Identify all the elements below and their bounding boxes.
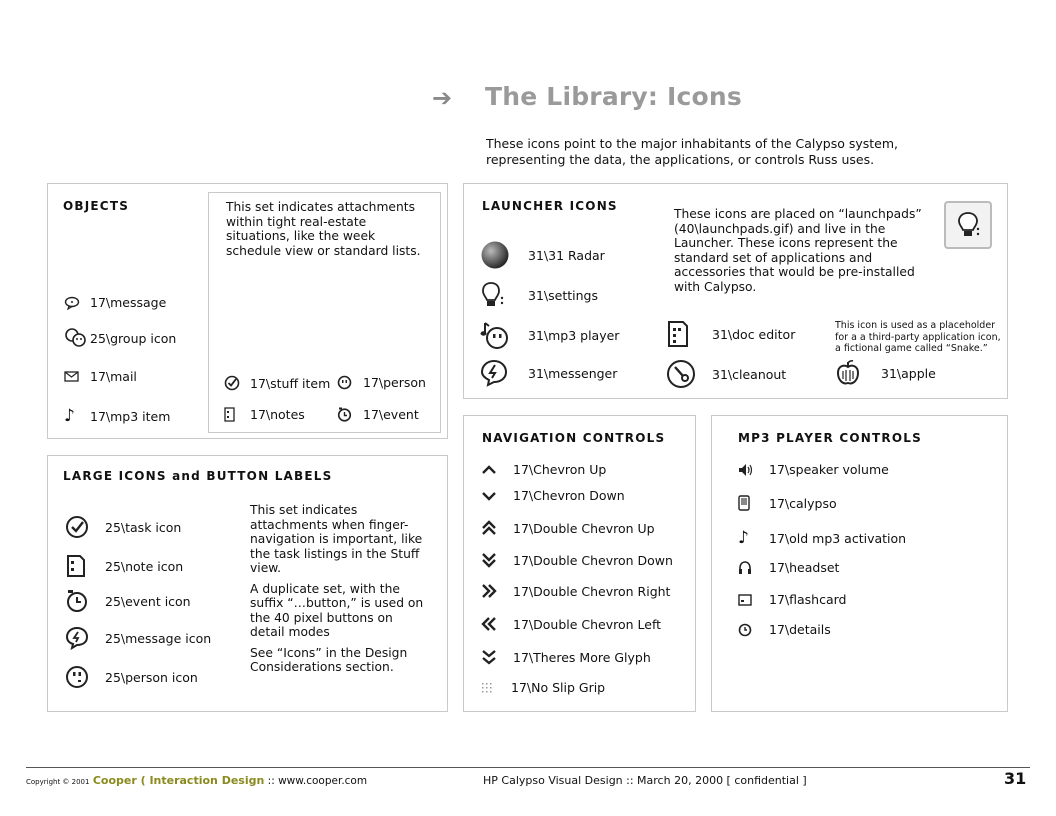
list-item (835, 359, 936, 387)
item-label: 31\cleanout (712, 366, 787, 382)
navigation-heading: NAVIGATION CONTROLS (482, 431, 666, 445)
item-label: 25\group icon (90, 330, 177, 346)
list-item (65, 589, 191, 613)
messenger-icon (480, 359, 528, 387)
navigation-panel (463, 415, 696, 712)
speaker-volume-icon (738, 463, 769, 477)
apple-note: This icon is used as a placeholder for a a third-party application icon, a fictional game called “Snake.” (835, 320, 1001, 354)
list-item (480, 281, 598, 309)
item-label: 25\note icon (105, 558, 184, 574)
list-item (738, 528, 906, 548)
launcher-description: These icons are placed on “launchpads” (40\launchpads.gif) and live in the Launcher. These icons represent the standard set of applications and accessories that would be pre-installed with Calypso. (674, 207, 922, 294)
list-item (481, 680, 605, 695)
item-label: 17\Double Chevron Left (513, 616, 662, 632)
list-item (481, 616, 661, 632)
desc-paragraph: A duplicate set, with the suffix “…button,” is used on the 40 pixel buttons on detail modes (250, 581, 424, 639)
list-item (65, 626, 211, 650)
footer-center: HP Calypso Visual Design :: March 20, 2000 [ confidential ] (483, 774, 807, 787)
item-label: 17\No Slip Grip (511, 680, 606, 695)
list-item (224, 407, 305, 422)
item-label: 17\person (363, 375, 426, 390)
mp3-heading: MP3 PLAYER CONTROLS (738, 431, 922, 445)
item-label: 17\Chevron Down (513, 488, 625, 503)
double-chevron-down-icon (481, 552, 513, 568)
item-label: 25\person icon (105, 669, 198, 685)
clock-icon (337, 407, 363, 422)
list-item (738, 560, 839, 575)
message-icon (65, 626, 105, 650)
item-label: 31\settings (528, 287, 598, 303)
radar-icon (480, 240, 528, 270)
intro-text: These icons point to the major inhabitants of the Calypso system, representing the data, the applications, or controls Russ uses. (486, 136, 899, 167)
list-item (666, 359, 786, 389)
group-icon (64, 327, 90, 349)
page-number: 31 (1004, 769, 1027, 788)
desc-paragraph: This set indicates attachments when finger-navigation is important, like the task listings in the Stuff view. (250, 503, 423, 575)
person-icon (65, 665, 105, 689)
mp3-player-icon (480, 320, 528, 350)
large-icons-heading: LARGE ICONS and BUTTON LABELS (63, 469, 333, 483)
copyright: Copyright © 2001 (26, 778, 90, 786)
list-item (224, 375, 330, 391)
list-item (481, 649, 651, 665)
double-chevron-left-icon (481, 616, 513, 632)
music-note-icon: ♪ (64, 406, 75, 426)
item-label: 17\details (769, 622, 831, 637)
large-icons-panel (47, 455, 448, 712)
item-label: 17\old mp3 activation (769, 530, 907, 546)
item-label: 31\mp3 player (528, 327, 620, 343)
company-site: :: www.cooper.com (267, 775, 368, 787)
flashcard-icon (738, 594, 769, 606)
list-item (738, 622, 831, 637)
list-item (480, 240, 605, 270)
item-label: 17\headset (769, 560, 840, 575)
task-icon (65, 515, 105, 539)
item-label: 17\Double Chevron Up (513, 520, 655, 536)
note-icon (65, 554, 105, 578)
music-note-icon: ♪ (738, 528, 749, 548)
list-item (65, 554, 183, 578)
page-title: The Library: Icons (485, 82, 743, 111)
item-label: 17\event (363, 407, 419, 422)
mail-icon (64, 371, 90, 383)
list-item (64, 369, 137, 384)
list-item (480, 359, 617, 387)
footer-left (26, 774, 367, 787)
list-item (65, 665, 198, 689)
person-icon (337, 375, 363, 390)
list-item (738, 495, 837, 511)
details-icon (738, 623, 769, 637)
list-item (64, 327, 176, 349)
headset-icon (738, 561, 769, 575)
settings-icon (480, 281, 528, 309)
item-label: 31\messenger (528, 365, 618, 381)
list-item (337, 407, 419, 422)
notes-icon (224, 407, 250, 422)
doc-editor-icon (666, 320, 712, 348)
calypso-device-icon (738, 495, 769, 511)
arrow-right-icon: ➔ (432, 84, 453, 112)
desc-paragraph: See “Icons” in the Design Considerations section. (250, 645, 408, 674)
item-label: 17\mp3 item (90, 408, 171, 424)
item-label: 17\flashcard (769, 592, 847, 607)
item-label: 17\stuff item (250, 375, 331, 391)
item-label: 25\task icon (105, 519, 182, 535)
more-glyph-icon (481, 649, 513, 665)
objects-inner-box (208, 192, 441, 433)
objects-panel (47, 183, 448, 439)
cleanout-icon (666, 359, 712, 389)
list-item (481, 552, 673, 568)
objects-heading: OBJECTS (63, 199, 130, 213)
double-chevron-up-icon (481, 520, 513, 536)
list-item (337, 375, 426, 390)
item-label: 17\calypso (769, 495, 837, 511)
item-label: 17\message (90, 295, 167, 310)
grip-icon (481, 682, 511, 694)
apple-icon (835, 359, 881, 387)
list-item (666, 320, 795, 348)
item-label: 17\Chevron Up (513, 462, 607, 477)
item-label: 31\31 Radar (528, 247, 605, 263)
company-name: Cooper ( Interaction Design (92, 774, 265, 787)
item-label: 17\speaker volume (769, 462, 889, 477)
item-label: 17\Theres More Glyph (513, 649, 651, 665)
message-icon (64, 296, 90, 310)
list-item (481, 462, 606, 477)
chevron-up-icon (481, 464, 513, 476)
objects-description: This set indicates attachments within tight real-estate situations, like the week schedule view or standard lists. (226, 200, 421, 258)
list-item (481, 520, 655, 536)
list-item (64, 295, 166, 310)
chevron-down-icon (481, 490, 513, 502)
list-item (65, 515, 181, 539)
large-icons-description (250, 503, 430, 681)
checkmark-circle-icon (224, 375, 250, 391)
list-item (64, 406, 170, 426)
item-label: 17\mail (90, 369, 137, 384)
item-label: 25\message icon (105, 630, 212, 646)
footer-divider (26, 767, 1030, 768)
double-chevron-right-icon (481, 583, 513, 599)
list-item (481, 583, 670, 599)
mp3-panel (711, 415, 1008, 712)
list-item (738, 462, 889, 477)
list-item (481, 488, 625, 503)
launcher-heading: LAUNCHER ICONS (482, 199, 618, 213)
item-label: 31\doc editor (712, 326, 796, 342)
settings-launchpad-icon (944, 201, 992, 249)
item-label: 17\notes (250, 407, 305, 422)
item-label: 25\event icon (105, 593, 191, 609)
launcher-panel (463, 183, 1008, 399)
list-item (738, 592, 846, 607)
event-icon (65, 589, 105, 613)
item-label: 17\Double Chevron Right (513, 583, 671, 599)
item-label: 17\Double Chevron Down (513, 552, 673, 568)
item-label: 31\apple (881, 365, 936, 381)
list-item (480, 320, 619, 350)
